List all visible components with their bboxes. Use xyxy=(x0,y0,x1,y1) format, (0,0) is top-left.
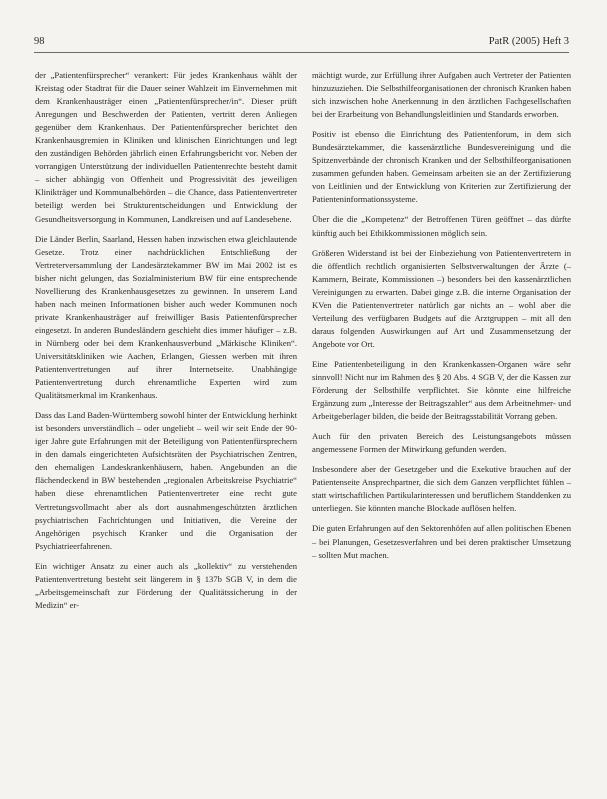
page-number: 98 xyxy=(34,36,45,47)
paragraph: Dass das Land Baden-Württemberg sowohl hinter der Entwicklung herhinkt ist besonders unverständlich – oder ungeliebt – weil wir seit Ende der 90-iger Jahre gute Erfahrungen mit der Beteiligung von Patientenfürsprechern in den damals eingerichteten Aufsichtsräten der Psychiatrischen Zentren, den ehemaligen Landeskrankenhäusern, haben. Angebunden an die flächendeckend in BW bestehenden „regionalen Arbeitskreise Psychiatrie“ haben diese ehrenamtlichen Patientenvertreter eine recht gute Vertretungsvollmacht aber als dort ausnahmengeschützten ärztlichen psychiatrischen Fachrichtungen und Initiativen, die Vereine der Angehörigen psychisch Kranker und die Organisation der Psychiatrieerfahrenen. xyxy=(35,410,297,551)
journal-reference: PatR (2005) Heft 3 xyxy=(488,36,569,47)
header-rule xyxy=(34,52,569,53)
right-text-column xyxy=(312,69,571,569)
paragraph: Die Länder Berlin, Saarland, Hessen haben inzwischen etwa gleichlautende Gesetze. Trotz einer nachdrücklichen Entschließung der Vertreterversammlung der Landesärztekammer BW im Mai 2002 ist es bisher nicht gelungen, das Sozialministerium BW für eine entsprechende Novellierung des Krankenhausgesetzes zu gewinnen. In unserem Land haben nach meinen Informationen bisher auch weder Kommunen noch private Krankenhausträger auf freiwilliger Basis Patientenfürsprecher eingesetzt. In anderen Bundesländern geschieht dies immer häufiger – z.B. in Nürnberg oder bei dem Krankenhausverbund „Märkische Kliniken“. Universitätskliniken wie Aachen, Erlangen, Giessen werben mit ihren Patientenvertretungen auf ihrer Internetseite. Unabhängige Patientenvertretung durch ehrenamtliche Experten wird zum Qualitätsmerkmal im Krankenhaus. xyxy=(35,233,297,401)
left-text-column xyxy=(35,69,297,619)
paragraph: der „Patientenfürsprecher“ verankert: Für jedes Krankenhaus wählt der Kreistag oder Stadtrat für die Dauer seiner Wahlzeit im Einvernehmen mit dem Krankenhausträger einen „Patientenfürsprecher/in“. Dieser prüft Anregungen und Beschwerden der Patienten, vertritt deren Anliegen gegenüber dem Krankenhaus. Der Patientenfürsprecher berichtet den Krankenhausgremien in Kliniken und klinischen Einrichtungen und legt den zuständigen Behörden jährlich einen Erfahrungsbericht vor. Neben der vorrangigen Unterstützung der individuellen Patientenrechte besteht damit – sicher abhängig von Offenheit und Progressivität des jeweiligen Klinikträger und Kommunalbehörden – die Chance, dass Patientenvertreter beteiligt werden bei Strukturentscheidungen und Entwicklung der Gesundheitsversorgung in Kommunen, Landkreisen und auf Landesebene. xyxy=(35,70,297,224)
paragraph: Größeren Widerstand ist bei der Einbeziehung von Patientenvertretern in die öffentlich rechtlich organisierten Selbstverwaltungen der Ärzte (– Kammern, Beirate, Kommissionen –) besonders bei den kassenärztlichen Vereinigungen zu erwarten. Dabei ginge z.B. die interne Organisation der KVen die Patientenvertreter natürlich gar nichts an – wohl aber die Verteilung des verfügbaren Budgets auf die Arztgruppen – mit all den daraus folgenden Auswirkungen auf Art und Zusammensetzung der Angebote vor Ort. xyxy=(312,247,571,349)
paragraph: Die guten Erfahrungen auf den Sektorenhöfen auf allen politischen Ebenen – bei Planungen, Gesetzesverfahren und bei deren praktischer Umsetzung – sollten Mut machen. xyxy=(312,523,571,560)
paragraph: Ein wichtiger Ansatz zu einer auch als „kollektiv“ zu verstehenden Patientenvertretung besteht seit längerem in § 137b SGB V, in dem die „Arbeitsgemeinschaft zur Förderung der Qualitätssicherung in der Medizin“ er- xyxy=(35,560,297,610)
paragraph: Auch für den privaten Bereich des Leistungsangebots müssen angemessene Formen der Mitwirkung gefunden werden. xyxy=(312,431,571,455)
paragraph: Eine Patientenbeteiligung in den Krankenkassen-Organen wäre sehr sinnvoll! Nicht nur im Rahmen des § 20 Abs. 4 SGB V, der die Kassen zur Förderung der Selbsthilfe verpflichtet. Sie könnte eine hilfreiche Ergänzung zum „Interesse der Beitragszahler“ aus dem Arbeitnehmer- und Arbeitgeberlager bilden, die beide der Beitragsstabilität Vorrang geben. xyxy=(312,358,571,422)
paragraph: mächtigt wurde, zur Erfüllung ihrer Aufgaben auch Vertreter der Patienten hinzuzuziehen. Die Selbsthilfeorganisationen der chronisch Kranken haben sich inzwischen hohe Anerkennung in den ärztlichen Fachgesellschaften bei der Erarbeitung von Behandlungsleitlinien und Standards erworben. xyxy=(312,70,571,120)
paragraph: Über die die „Kompetenz“ der Betroffenen Türen geöffnet – das dürfte künftig auch bei Ethikkommissionen möglich sein. xyxy=(312,214,571,238)
paragraph: Positiv ist ebenso die Einrichtung des Patientenforum, in dem sich Bundesärztekammer, die kassenärztliche Bundesvereinigung und die Spitzenverbände der chronisch Kranken und der Selbsthilfeorganisationen zusammen gefunden haben. Gemeinsam arbeiten sie an der Zertifizierung von Leitlinien und der Entwicklung von Kriterien zur Zertifizierung der Patienteninformationssysteme. xyxy=(312,129,571,205)
page-header xyxy=(34,36,569,50)
paragraph: Insbesondere aber der Gesetzgeber und die Exekutive brauchen auf der Patientenseite Ansprechpartner, die sich dem Ganzen verpflichtet fühlen – statt wirtschaftlichen Partikularinteressen und beruflichem Standdenken zu unterliegen. Sie könnten manche Blockade auflösen helfen. xyxy=(312,464,571,514)
